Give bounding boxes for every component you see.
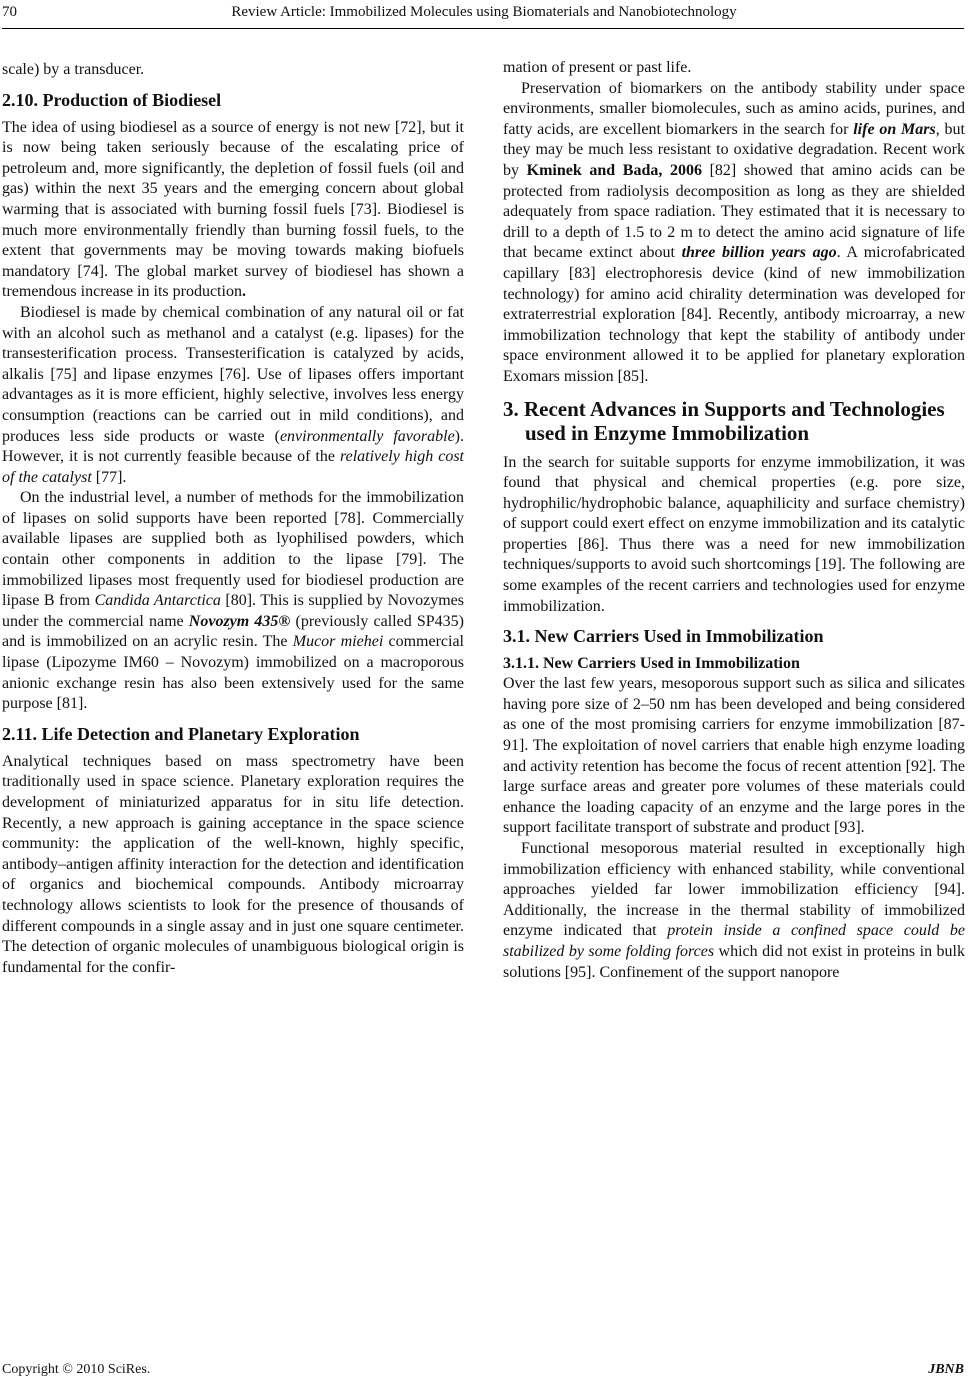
left-column (2, 60, 464, 978)
page-number: 70 (2, 4, 17, 20)
page-footer (2, 1362, 964, 1378)
right-column (503, 58, 965, 983)
section-heading-3-1: 3.1. New Carriers Used in Immobilization (503, 626, 824, 647)
paragraph-biomarkers: Preservation of biomarkers on the antibody stability under space environments, smaller biomolecules, such as amino acids, purines, and fatty acids, are excellent biomarkers in the search for life on Mars, but they may be much less resistant to oxidative degradation. Recent work by Kminek and Bada, 2006 [82] showed that amino acids can be protected from radiolysis decomposition as long as they are shielded adequately from space radiation. They estimated that it is necessary to drill to a depth of 1.5 to 2 m to detect the amino acid signature of life that became extinct about three billion years ago. A microfabricated capillary [83] electrophoresis device (kind of new immobilization technology) for amino acid chirality determination was developed for extraterrestrial exploration [84]. Recently, antibody microarray, a new immobilization technology that kept the stability of antibody under space environment allowed it to be applied for planetary exploration Exomars mission [85]. (503, 79, 966, 385)
paragraph-functional-mesoporous: Functional mesoporous material resulted in exceptionally high immobilization efficiency with enhanced stability, while conventional approaches yielded far lower immobilization efficiency [94]. Additionally, the increase in the thermal stability of immobilized enzyme indicated that protein inside a confined space could be stabilized by some folding forces which did not exist in proteins in bulk solutions [95]. Confinement of the support nanopore (503, 840, 965, 981)
running-title: Review Article: Immobilized Molecules using Biomaterials and Nanobiotechnology (231, 4, 737, 20)
paragraph-continued: scale) by a transducer. (2, 61, 145, 78)
section-heading-3-1-1: 3.1.1. New Carriers Used in Immobilization (503, 655, 800, 673)
paragraph-biodiesel-made: Biodiesel is made by chemical combination of any natural oil or fat with an alcohol such as methanol and a catalyst (e.g. lipases) for the transesterification process. Transesterification is catalyzed by acids, alkalis [75] and lipase enzymes [76]. Use of lipases offers important advantages as it is more efficient, highly selective, involves less energy consumption (reactions can be carried out in mild conditions), and produces less side products or waste (environmentally favorable). However, it is not currently feasible because of the relatively high cost of the catalyst [77]. (2, 303, 464, 486)
paragraph-life-detection: Analytical techniques based on mass spectrometry have been traditionally used in space science. Planetary exploration requires the development of miniaturized apparatus for in situ life detection. Recently, a new approach is gaining acceptance in the space science community: the application of the well-known, highly specific, antibody–antigen affinity interaction for the detection and identification of organics and biochemical compounds. Antibody microarray technology allows scientists to look for the presence of thousands of different compounds in a single assay and in just one square centimeter. The detection of organic molecules of unambiguous biological origin is fundamental for the confir- (2, 752, 464, 976)
paragraph-biodiesel-intro: The idea of using biodiesel as a source of energy is not new [72], but it is now being taken seriously because of the escalating price of petroleum and, more significantly, the depletion of fossil fuels (oil and gas) within the next 35 years and the emerging concern about global warming that is associated with burning fossil fuels [73]. Biodiesel is much more environmentally friendly than burning fossil fuels, to the extent that governments may be moving towards making biofuels mandatory [74]. The global market survey of biodiesel has shown a tremendous increase in its production. (2, 118, 464, 301)
section-heading-3: 3. Recent Advances in Supports and Technologies used in Enzyme Immobilization (503, 396, 945, 445)
header-rule (2, 28, 964, 29)
journal-abbrev: JBNB (928, 1362, 964, 1377)
paragraph-supports: In the search for suitable supports for enzyme immobilization, it was found that physical and chemical properties (e.g. pore size, hydrophilic/hydrophobic balance, aquaphilicity and surface chemistry) of support could exert effect on enzyme immobilization and its catalytic properties [86]. Thus there was a need for new immobilization techniques/supports to avoid such shortcomings [19]. The following are some examples of the recent carriers and technologies used for enzyme immobilization. (503, 453, 965, 615)
paragraph-mesoporous: Over the last few years, mesoporous support such as silica and silicates having pore size of 2–50 nm has been developed and being considered as one of the most promising carriers for enzyme immobilization [87-91]. The exploitation of novel carriers that enable high enzyme loading and activity retention has become the focus of recent attention [92]. The large surface areas and greater pore volumes of these materials could enhance the loading capacity of an enzyme and the large pores in the support facilitate transport of substrate and product [93]. (503, 675, 965, 837)
paragraph-industrial-level: On the industrial level, a number of methods for the immobilization of lipases on solid supports have been reported [78]. Commercially available lipases are supplied both as lyophilised powders, which contain other components in addition to the lipase [79]. The immobilized lipases most frequently used for biodiesel production are lipase B from Candida Antarctica [80]. This is supplied by Novozymes under the commercial name Novozym 435® (previously called SP435) and is immobilized on an acrylic resin. The Mucor miehei commercial lipase (Lipozyme IM60 – Novozym) immobilized on a macroporous anionic exchange resin has also been extensively used for the same purpose [81]. (2, 489, 465, 713)
section-heading-2-11: 2.11. Life Detection and Planetary Exploration (2, 723, 360, 744)
copyright-notice: Copyright © 2010 SciRes. (2, 1362, 151, 1377)
paragraph-continued-right: mation of present or past life. (503, 59, 692, 76)
section-heading-2-10: 2.10. Production of Biodiesel (2, 89, 222, 110)
